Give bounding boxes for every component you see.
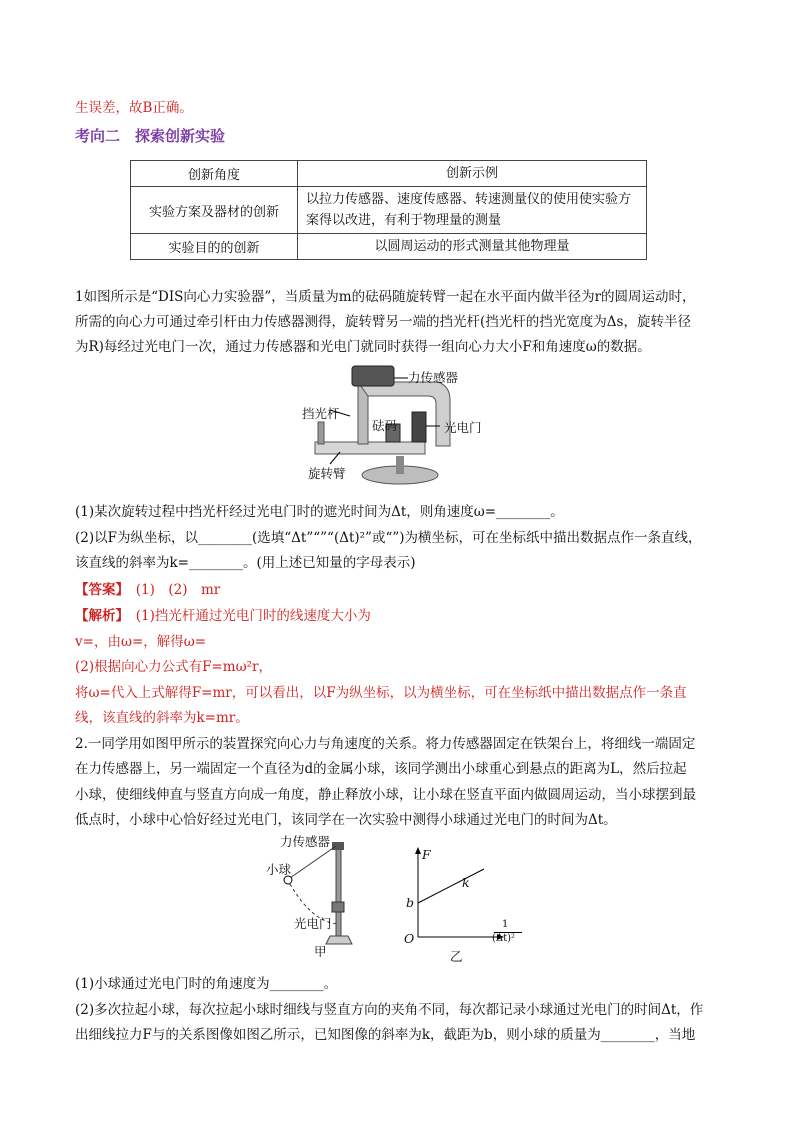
- q2-line: 低点时，小球中心恰好经过光电门，该同学在一次实验中测得小球通过光电门的时间为Δt。: [75, 812, 617, 828]
- dis-apparatus-figure: [300, 360, 520, 490]
- intro-text: 生误差，故B正确。: [75, 100, 193, 116]
- answer-text: (1) (2) mr: [122, 582, 221, 598]
- q1-sub1: (1)某次旋转过程中挡光杆经过光电门时的遮光时间为Δt，则角速度ω=________。: [75, 504, 564, 520]
- label-force-sensor-2: 力传感器: [280, 834, 331, 849]
- label-origin: O: [404, 931, 415, 946]
- table-row: [131, 187, 647, 234]
- data-line: [418, 869, 484, 903]
- q1-line: 所需的向心力可通过牵引杆由力传感器测得，旋转臂另一端的挡光杆(挡光杆的挡光宽度为Δs，旋转半径: [75, 314, 691, 330]
- q2-sub1: (1)小球通过光电门时的角速度为________。: [75, 976, 338, 992]
- analysis-line: 将ω=代入上式解得F=mr，可以看出，以F为纵坐标，以为横坐标，可在坐标纸中描出数据点作一条直: [75, 685, 687, 701]
- answer-tag: 【答案】: [75, 582, 123, 598]
- label-intercept: b: [406, 895, 415, 910]
- table-header-cell: 创新示例: [298, 161, 647, 187]
- table-header-cell: 创新角度: [131, 161, 298, 187]
- table-cell-example-line: 案得以改进，有利于物理量的测量: [306, 213, 502, 228]
- table-cell-example: 以圆周运动的形式测量其他物理量: [298, 234, 647, 260]
- answer-line: [75, 578, 220, 598]
- q2-line: 在力传感器上，另一端固定一个直径为d的金属小球，该同学测出小球重心到悬点的距离为L，然后拉起: [75, 761, 687, 777]
- label-photogate: 光电门: [444, 420, 482, 435]
- label-weight: 砝码: [372, 418, 398, 433]
- q1-line: 为R)每经过光电门一次，通过力传感器和光电门就同时获得一组向心力大小F和角速度ω的数据。: [75, 339, 651, 355]
- q1-line: 1如图所示是“DIS向心力实验器”，当质量为m的砝码随旋转臂一起在水平面内做半径为r的圆周运动时，: [75, 289, 696, 305]
- analysis-tag: 【解析】: [75, 608, 123, 624]
- label-ball: 小球: [266, 862, 292, 877]
- label-axis-F: F: [422, 847, 431, 862]
- label-x-numerator: 1: [502, 919, 509, 930]
- label-force-sensor: 力传感器: [408, 370, 459, 385]
- analysis-line: [75, 604, 371, 624]
- analysis-text: (1)挡光杆通过光电门时的线速度大小为: [122, 608, 371, 624]
- label-slope: k: [462, 875, 470, 890]
- section-title: 考向二 探索创新实验: [75, 127, 226, 145]
- q2-sub2-line: 出细线拉力F与的关系图像如图乙所示，已知图像的斜率为k，截距为b，则小球的质量为________，当地: [75, 1027, 696, 1043]
- table-row: [131, 234, 647, 260]
- table-cell-angle: 实验目的的创新: [131, 234, 298, 260]
- table-header-row: [131, 161, 647, 187]
- force-graph: [398, 845, 538, 965]
- q1-sub2-line: (2)以F为纵坐标，以________(选填“Δt”“”“(Δt)²”或“”)为横坐标，可在坐标纸中描出数据点作一条直线，: [75, 530, 702, 546]
- table-cell-example-line: 以拉力传感器、速度传感器、转速测量仪的使用使实验方: [306, 192, 632, 207]
- y-axis-arrow: [415, 847, 421, 854]
- label-x-denominator: (Δt)²: [492, 933, 516, 944]
- label-yi: 乙: [450, 949, 463, 964]
- q2-line: 小球，使细线伸直与竖直方向成一角度，静止释放小球，让小球在竖直平面内做圆周运动，当小球摆到最: [75, 787, 696, 803]
- analysis-line: (2)根据向心力公式有F=mω²r，: [75, 659, 272, 675]
- analysis-line: v=，由ω=，解得ω=: [75, 634, 207, 650]
- innovation-table: [130, 160, 647, 260]
- table-cell-example: [298, 187, 647, 234]
- label-rotating-arm: 旋转臂: [308, 466, 346, 481]
- label-shutter-rod: 挡光杆: [302, 406, 340, 421]
- table-cell-angle: 实验方案及器材的创新: [131, 187, 298, 234]
- q2-line: 2.一同学用如图甲所示的装置探究向心力与角速度的关系。将力传感器固定在铁架台上，将细线一端固定: [75, 736, 696, 752]
- q2-sub2-line: (2)多次拉起小球，每次拉起小球时细线与竖直方向的夹角不同，每次都记录小球通过光电门的时间Δt，作: [75, 1002, 704, 1018]
- pendulum-figure: [262, 832, 382, 962]
- force-graph-figure: [398, 845, 538, 965]
- label-jia: 甲: [314, 944, 327, 959]
- q1-sub2-line: 该直线的斜率为k=________。(用上述已知量的字母表示): [75, 555, 416, 571]
- analysis-line: 线，该直线的斜率为k=mr。: [75, 710, 249, 726]
- label-photogate-2: 光电门: [294, 916, 332, 931]
